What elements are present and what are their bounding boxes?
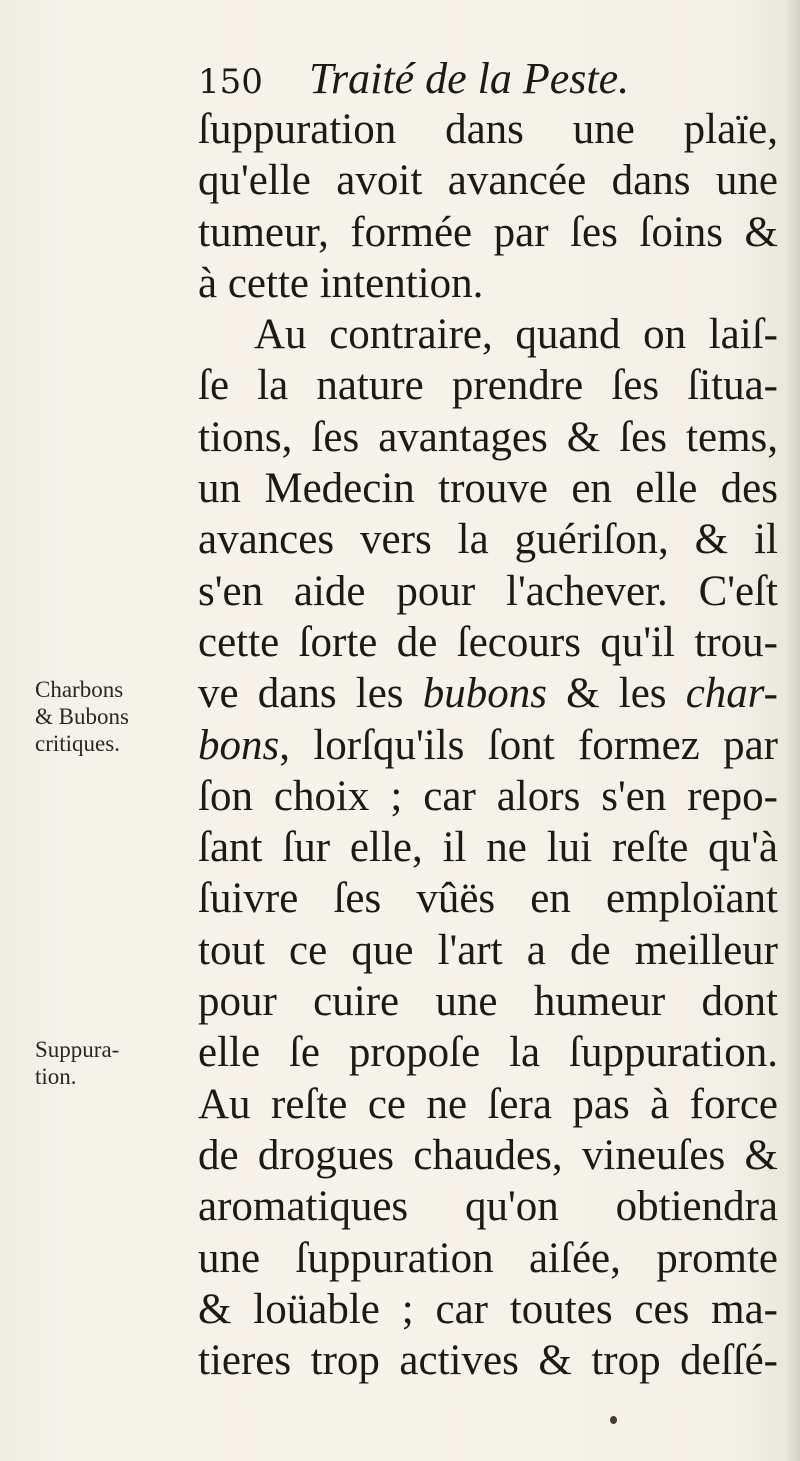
margin-note-line: Suppura- [35,1037,120,1062]
text-line [198,668,778,719]
text-segment: & les [546,670,686,718]
text-line: ſe la nature prendre ſes ſitua- [198,362,778,410]
text-line [198,720,778,771]
text-line: qu'elle avoit avancée dans une [198,157,778,205]
main-text [198,104,778,1386]
text-line: & loüable ; car toutes ces ma- [198,1285,778,1333]
text-line: ſon choix ; car alors s'en repo- [198,772,778,820]
italic-term-bubons: bubons [422,670,547,718]
margin-note-line: Charbons [35,677,124,702]
text-line: aromatiques qu'on obtiendra [198,1183,778,1231]
text-line: Au contraire, quand on laiſ- [254,311,778,359]
running-title: Traité de la Peste. [309,54,630,103]
text-line: avances vers la guériſon, & il [198,516,778,564]
text-line: pour cuire une humeur dont [198,978,778,1026]
italic-term-charbons-end: bons [198,721,280,769]
margin-note-line: & Bubons [35,704,129,729]
margin-note-line: critiques. [35,731,120,756]
margin-note-line: tion. [35,1064,77,1089]
text-line: ſuivre ſes vûës en emploïant [198,875,778,923]
italic-term-charbons: char- [685,670,778,718]
page-number: 150 [198,62,263,102]
text-line: tumeur, formée par ſes ſoins & [198,208,778,256]
text-line: une ſuppuration aiſée, promte [198,1234,778,1282]
text-line: ſant ſur elle, il ne lui reſte qu'à [198,824,778,872]
text-line: tout ce que l'art a de meilleur [198,926,778,974]
margin-note-charbons [35,676,195,757]
text-line: de drogues chaudes, vineuſes & [198,1131,778,1179]
text-segment: ve dans les [198,670,423,718]
text-line: tions, ſes avantages & ſes tems, [198,413,778,461]
text-line: Au reſte ce ne ſera pas à force [198,1080,778,1128]
text-line: à cette intention. [198,259,484,307]
ink-spot [610,1416,617,1424]
margin-note-suppuration [35,1036,195,1090]
text-line: elle ſe propoſe la ſuppuration. [198,1029,778,1077]
text-line: un Medecin trouve en elle des [198,465,778,513]
text-line: cette ſorte de ſecours qu'il trou- [198,618,778,666]
text-line: s'en aide pour l'achever. C'eſt [198,567,778,615]
page-edge-shadow [786,0,800,1461]
text-line: tieres trop actives & trop deſſé- [198,1337,778,1385]
page-header [198,52,758,106]
text-segment: , lorſqu'ils ſont formez par [279,721,778,769]
text-line: ſuppuration dans une plaïe, [198,106,778,153]
